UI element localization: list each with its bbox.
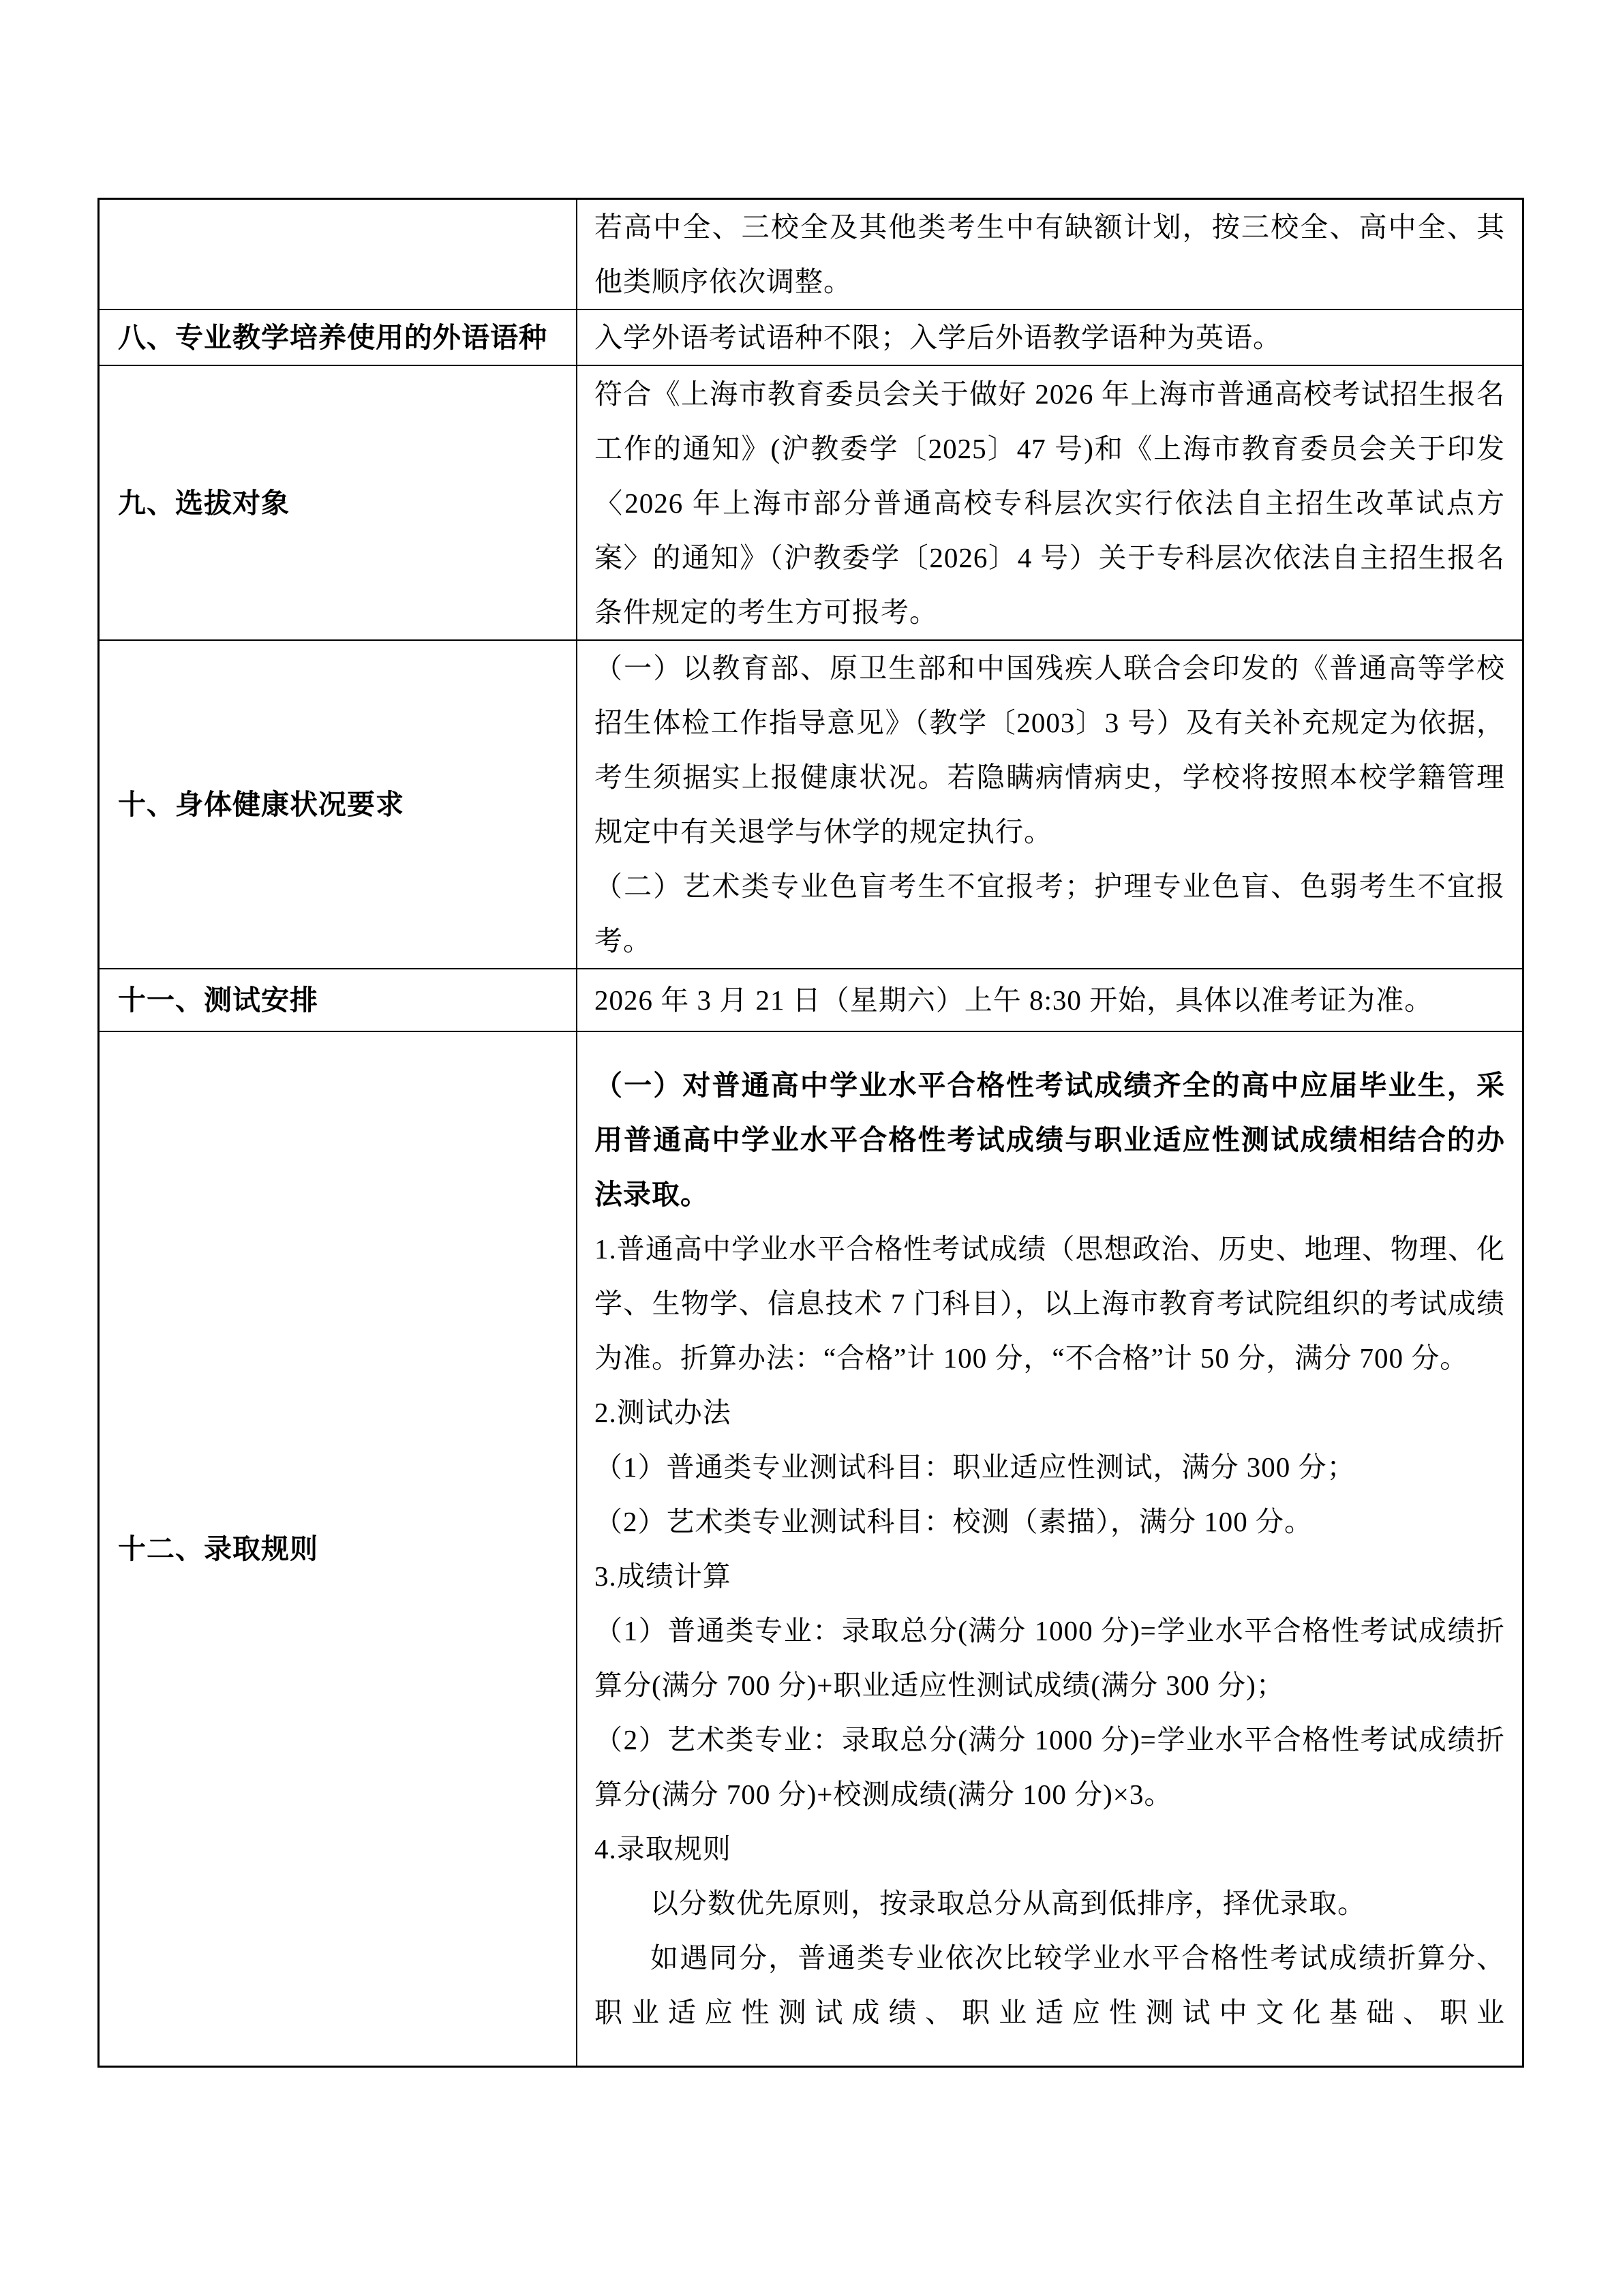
paragraph: 以分数优先原则，按录取总分从高到低排序，择优录取。: [650, 1888, 1366, 1919]
paragraph: 2026 年 3 月 21 日（星期六）上午 8:30 开始，具体以准考证为准。: [594, 984, 1434, 1016]
paragraph: 3.成绩计算: [594, 1560, 731, 1592]
row-9-selection-targets: [100, 366, 1522, 641]
row-8-foreign-language-header: [100, 310, 577, 365]
row-9-selection-targets-header: [100, 366, 577, 639]
paragraph: （2）艺术类专业测试科目：校测（素描），满分 100 分。: [594, 1506, 1313, 1537]
row-12-admission-rules: [100, 1032, 1522, 2066]
paragraph: 若高中全、三校全及其他类考生中有缺额计划，按三校全、高中全、其他类顺序依次调整。: [594, 211, 1505, 297]
row-8-foreign-language: [100, 310, 1522, 366]
row-header-label: 十一、测试安排: [118, 984, 318, 1016]
paragraph: （1）普通类专业：录取总分(满分 1000 分)=学业水平合格性考试成绩折算分(满分 700 分)+职业适应性测试成绩(满分 300 分)；: [594, 1615, 1505, 1701]
paragraph: （二）艺术类专业色盲考生不宜报考；护理专业色盲、色弱考生不宜报考。: [594, 871, 1505, 956]
paragraph: 1.普通高中学业水平合格性考试成绩（思想政治、历史、地理、物理、化学、生物学、信息技术 7 门科目），以上海市教育考试院组织的考试成绩为准。折算办法：“合格”计 100 分，“不合格”计 50 分，满分 700 分。: [594, 1233, 1505, 1374]
row-12-admission-rules-content: [577, 1032, 1522, 2066]
row-header-label: 九、选拔对象: [118, 487, 290, 519]
row-header-label: 十、身体健康状况要求: [118, 789, 404, 820]
row-quota-adjustment-continued-header: [100, 200, 577, 309]
row-11-test-schedule-header: [100, 969, 577, 1031]
row-9-selection-targets-content: [577, 366, 1522, 639]
row-10-health-requirements-content: [577, 641, 1522, 968]
paragraph: 符合《上海市教育委员会关于做好 2026 年上海市普通高校考试招生报名工作的通知》(沪教委学〔2025〕47 号)和《上海市教育委员会关于印发〈2026 年上海市部分普通高校专科层次实行依法自主招生改革试点方案〉的通知》（沪教委学〔2026〕4 号）关于专科层次依法自主招生报名条件规定的考生方可报考。: [594, 378, 1505, 628]
paragraph: 2.测试办法: [594, 1397, 731, 1428]
row-header-label: 八、专业教学培养使用的外语语种: [118, 322, 547, 353]
paragraph: （一）对普通高中学业水平合格性考试成绩齐全的高中应届毕业生，采用普通高中学业水平合格性考试成绩与职业适应性测试成绩相结合的办法录取。: [594, 1070, 1505, 1210]
paragraph: 如遇同分，普通类专业依次比较学业水平合格性考试成绩折算分、职业适应性测试成绩、职业适应性测试中文化基础、职业: [594, 1942, 1505, 2028]
paragraph: （1）普通类专业测试科目：职业适应性测试，满分 300 分；: [594, 1451, 1356, 1483]
row-11-test-schedule-content: [577, 969, 1522, 1031]
row-quota-adjustment-continued-content: [577, 200, 1522, 309]
row-10-health-requirements: [100, 641, 1522, 969]
paragraph: （一）以教育部、原卫生部和中国残疾人联合会印发的《普通高等学校招生体检工作指导意见》（教学〔2003〕3 号）及有关补充规定为依据，考生须据实上报健康状况。若隐瞒病情病史，学校将按照本校学籍管理规定中有关退学与休学的规定执行。: [594, 652, 1505, 847]
row-12-admission-rules-header: [100, 1032, 577, 2066]
paragraph: （2）艺术类专业：录取总分(满分 1000 分)=学业水平合格性考试成绩折算分(满分 700 分)+校测成绩(满分 100 分)×3。: [594, 1724, 1505, 1810]
paragraph: 4.录取规则: [594, 1833, 731, 1864]
row-quota-adjustment-continued: [100, 200, 1522, 310]
row-header-label: 十二、录取规则: [118, 1533, 318, 1565]
admission-rules-table: [97, 198, 1524, 2068]
paragraph: 入学外语考试语种不限；入学后外语教学语种为英语。: [594, 322, 1281, 353]
row-8-foreign-language-content: [577, 310, 1522, 365]
row-10-health-requirements-header: [100, 641, 577, 968]
row-11-test-schedule: [100, 969, 1522, 1032]
